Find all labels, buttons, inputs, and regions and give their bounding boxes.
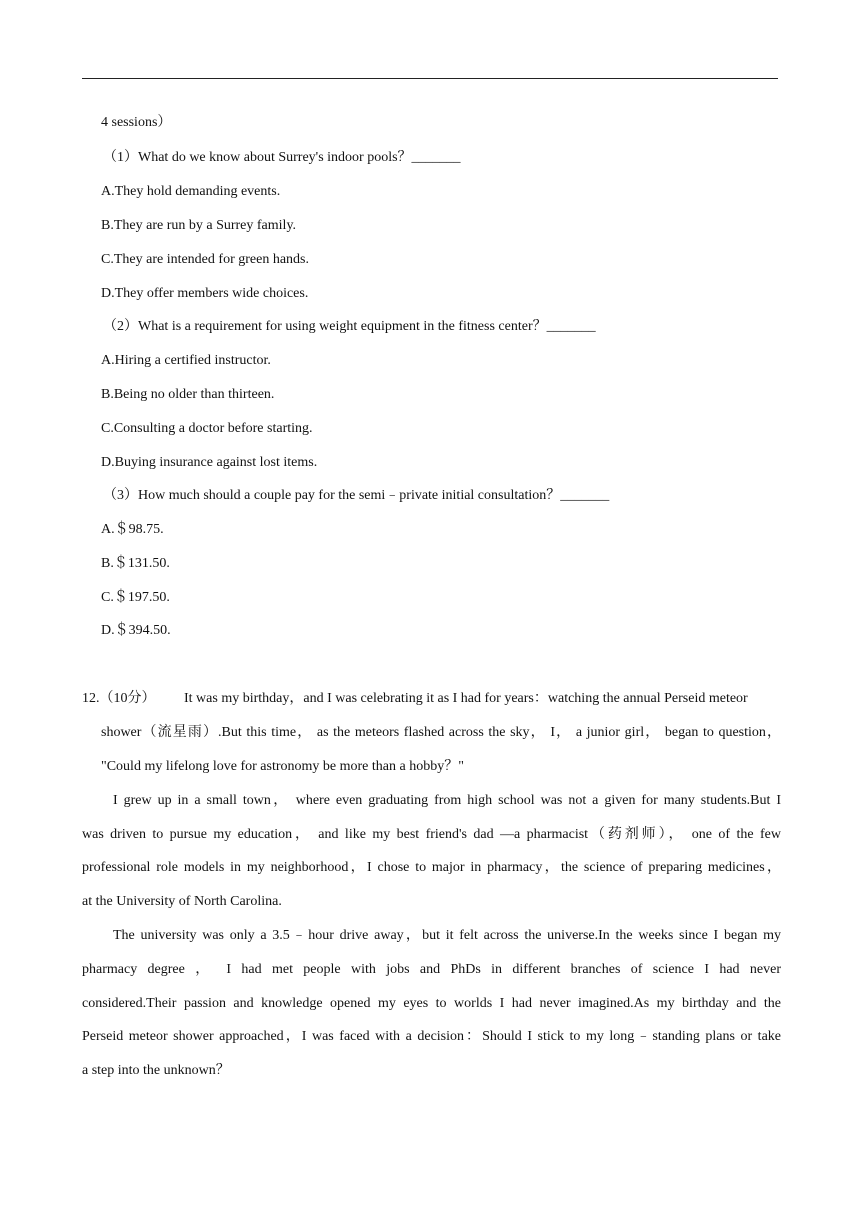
- question-12-intro-line-1: It was my birthday，and I was celebrating it as I had for years：watching the annual Perseid meteor: [184, 691, 748, 706]
- question-1-option-c: C.They are intended for green hands.: [101, 252, 309, 267]
- question-12-header: [82, 690, 781, 708]
- question-3-option-a: A.＄98.75.: [101, 522, 164, 537]
- question-3-option-d: D.＄394.50.: [101, 623, 171, 638]
- question-3-prompt: （3）How much should a couple pay for the semi﹣private initial consultation？_______: [103, 488, 610, 503]
- question-1-option-a: A.They hold demanding events.: [101, 184, 281, 199]
- paragraph-1-line-2: was driven to pursue my education， and like my best friend's dad —a pharmacist（药剂师）， one of the few: [82, 827, 781, 842]
- paragraph-2-line-3: considered.Their passion and knowledge opened my eyes to worlds I had never imagined.As my birthday and the: [82, 996, 781, 1011]
- question-1-option-d: D.They offer members wide choices.: [101, 286, 309, 301]
- paragraph-1-line-1: I grew up in a small town， where even graduating from high school was not a given for many students.But I: [113, 793, 781, 808]
- question-12-intro-line-3: "Could my lifelong love for astronomy be more than a hobby？": [101, 759, 464, 774]
- question-3-option-b: B.＄131.50.: [101, 556, 170, 571]
- paragraph-2-line-5: a step into the unknown？: [82, 1063, 230, 1078]
- question-2-option-d: D.Buying insurance against lost items.: [101, 455, 318, 470]
- question-3-option-c: C.＄197.50.: [101, 590, 170, 605]
- question-2-option-a: A.Hiring a certified instructor.: [101, 353, 271, 368]
- header-rule: [82, 78, 778, 79]
- paragraph-1-line-4: at the University of North Carolina.: [82, 894, 282, 909]
- question-2-option-c: C.Consulting a doctor before starting.: [101, 421, 313, 436]
- question-2-option-b: B.Being no older than thirteen.: [101, 387, 275, 402]
- question-2-prompt: （2）What is a requirement for using weight equipment in the fitness center？_______: [103, 319, 596, 334]
- paragraph-2-line-4: Perseid meteor shower approached，I was faced with a decision：Should I stick to my long﹣standing plans or take: [82, 1029, 781, 1044]
- question-tail: 4 sessions）: [101, 115, 172, 130]
- paragraph-1-line-3: professional role models in my neighborhood，I chose to major in pharmacy，the science of preparing medicines，: [82, 860, 781, 875]
- question-12-intro-line-2: shower（流星雨）.But this time， as the meteors flashed across the sky， I， a junior girl， began to question，: [101, 725, 781, 740]
- question-12-number: 12.（10分）: [82, 691, 156, 706]
- question-1-option-b: B.They are run by a Surrey family.: [101, 218, 297, 233]
- paragraph-2-line-2: pharmacy degree ， I had met people with jobs and PhDs in different branches of science I had never: [82, 962, 781, 977]
- question-1-prompt: （1）What do we know about Surrey's indoor pools？_______: [103, 150, 461, 165]
- paragraph-2-line-1: The university was only a 3.5﹣hour drive away，but it felt across the universe.In the weeks since I began my: [113, 928, 781, 943]
